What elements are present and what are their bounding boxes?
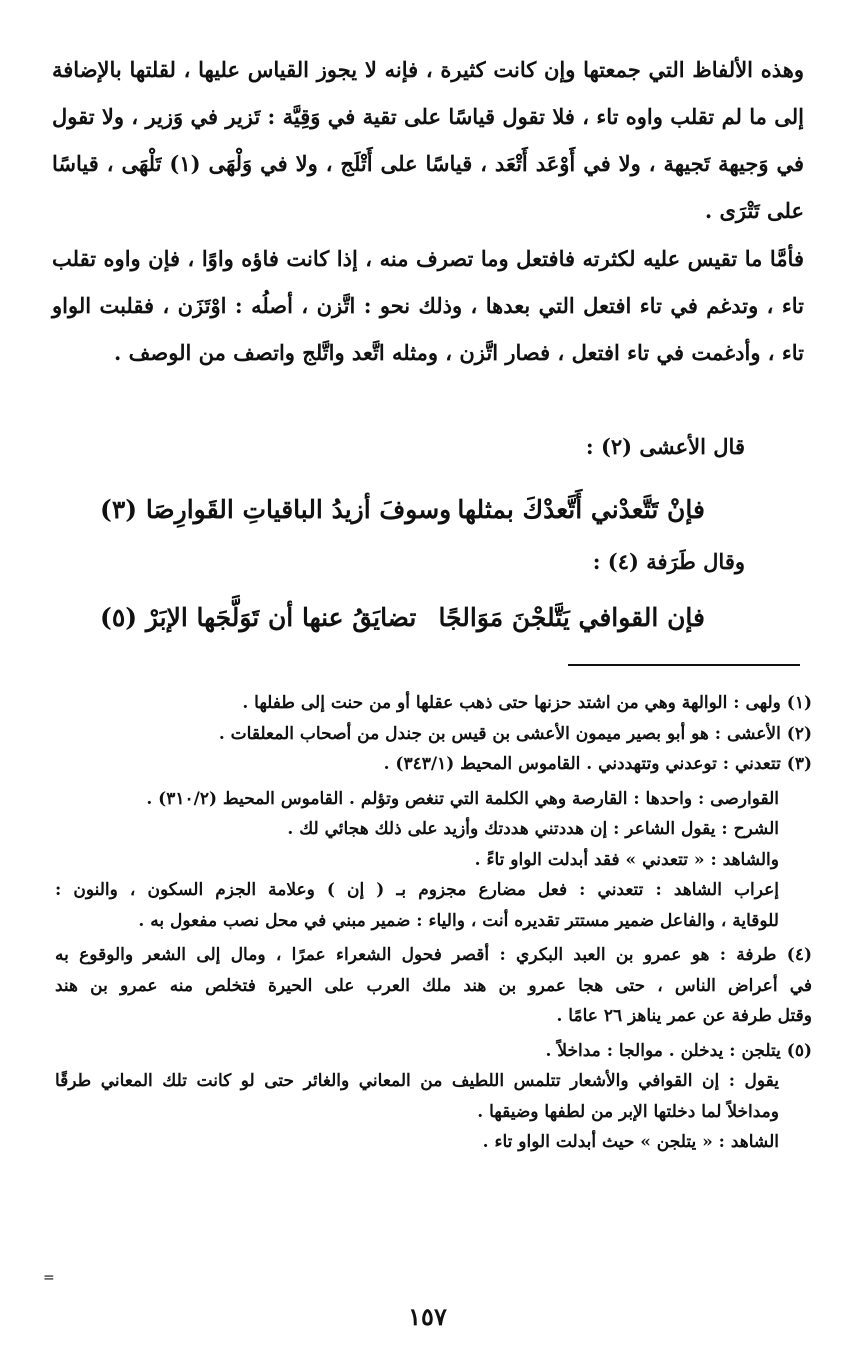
footnotes <box>55 688 812 1158</box>
footnote-line: (٣) تتعدني : توعدني وتتهددني . القاموس المحيط (٣٤٣/١) . <box>383 754 812 774</box>
footnote-line: الشرح : يقول الشاعر : إن هددتني هددتك وأزيد على ذلك هجائي لك . <box>287 819 779 839</box>
footnote-line: في أعراض الناس ، حتى هجا عمرو بن هند ملك العرب على الحيرة فتخلص منه عمرو بن هند <box>55 975 812 996</box>
poetry-verse <box>100 490 705 530</box>
footnote-line: (٢) الأعشى : هو أبو بصير ميمون الأعشى بن قيس بن جندل من أصحاب المعلقات . <box>218 723 812 744</box>
footnote-line: الشاهد : « يتلجن » حيث أبدلت الواو تاء . <box>482 1132 779 1152</box>
verse-first-hemistich: فإن القوافي يَتَّلجْنَ مَوَالجًا <box>438 603 705 632</box>
footnote-line: (٥) يتلجن : يدخلن . موالجا : مداخلاً . <box>545 1040 812 1061</box>
footnote-line: يقول : إن القوافي والأشعار تتلمس اللطيف من المعاني والغائر حتى لو كانت تلك المعاني طرقًا <box>55 1071 779 1091</box>
verse-attribution: وقال طَرَفة (٤) : <box>592 549 745 574</box>
body-paragraph: فأمَّا ما تقيس عليه لكثرته فافتعل وما تصرف منه ، إذا كانت فاؤه واوًا ، فإن واوه تقلب تاء ، وتدغم في تاء افتعل التي بعدها ، وذلك نحو : اتَّزن ، أصلُه : اوْتَزَن ، فقلبت الواو تاء ، وأدغمت في تاء افتعل ، فصار اتَّزن ، ومثله اتَّعد واتَّلج واتصف من الوصف . <box>52 246 804 365</box>
page-number: ١٥٧ <box>408 1302 447 1331</box>
footnote-line: ومداخلاً لما دخلتها الإبر من لطفها وضيقها . <box>477 1101 779 1122</box>
body-paragraph: وهذه الألفاظ التي جمعتها وإن كانت كثيرة ، فإنه لا يجوز القياس عليها ، لقلتها بالإضافة إلى ما لم تقلب واوه تاء ، فلا تقول قياسًا على تقية في وَقِيَّة : تَزير في وَزير ، ولا تقول في وَجيهة تَجيهة ، ولا في أَوْعَد أَتْعَد ، قياسًا على أَتْلَج ، ولا في وَلْهَى (١) تَلْهَى ، قياسًا على تَتْرَى . <box>52 57 804 223</box>
footnote-line: إعراب الشاهد : تتعدني : فعل مضارع مجزوم بـ ( إن ) وعلامة الجزم السكون ، والنون : <box>55 880 779 900</box>
footnote-line: القوارصى : واحدها : القارصة وهي الكلمة التي تنغص وتؤلم . القاموس المحيط (٣١٠/٢) . <box>146 788 779 809</box>
footnote-line: (٤) طرفة : هو عمرو بن العبد البكري : أقصر فحول الشعراء عمرًا ، ومال إلى الشعر والوقوع به <box>55 945 812 965</box>
footnote-line: (١) ولهى : الوالهة وهي من اشتد حزنها حتى ذهب عقلها أو من حنت إلى طفلها . <box>242 693 812 713</box>
verse-second-hemistich: وسوفَ أزيدُ الباقياتِ القَوارِصَا (٣) <box>100 495 452 524</box>
verse-attribution: قال الأعشى (٢) : <box>585 434 745 459</box>
margin-mark: = <box>43 1270 55 1286</box>
footnote-line: وقتل طرفة عن عمر يناهز ٢٦ عامًا . <box>556 1006 812 1026</box>
footnote-line: للوقاية ، والفاعل ضمير مستتر تقديره أنت ، والياء : ضمير مبني في محل نصب مفعول به . <box>138 910 779 931</box>
verse-first-hemistich: فإنْ تَتَّعدْني أَتَّعدْكَ بمثلها <box>457 495 705 524</box>
footnote-separator <box>568 664 800 666</box>
footnote-line: والشاهد : « تتعدني » فقد أبدلت الواو تاءً . <box>474 849 779 870</box>
verse-second-hemistich: تضايَقُ عنها أن تَوَلَّجَها الإبَرْ (٥) <box>100 603 417 632</box>
poetry-verse <box>100 598 705 638</box>
